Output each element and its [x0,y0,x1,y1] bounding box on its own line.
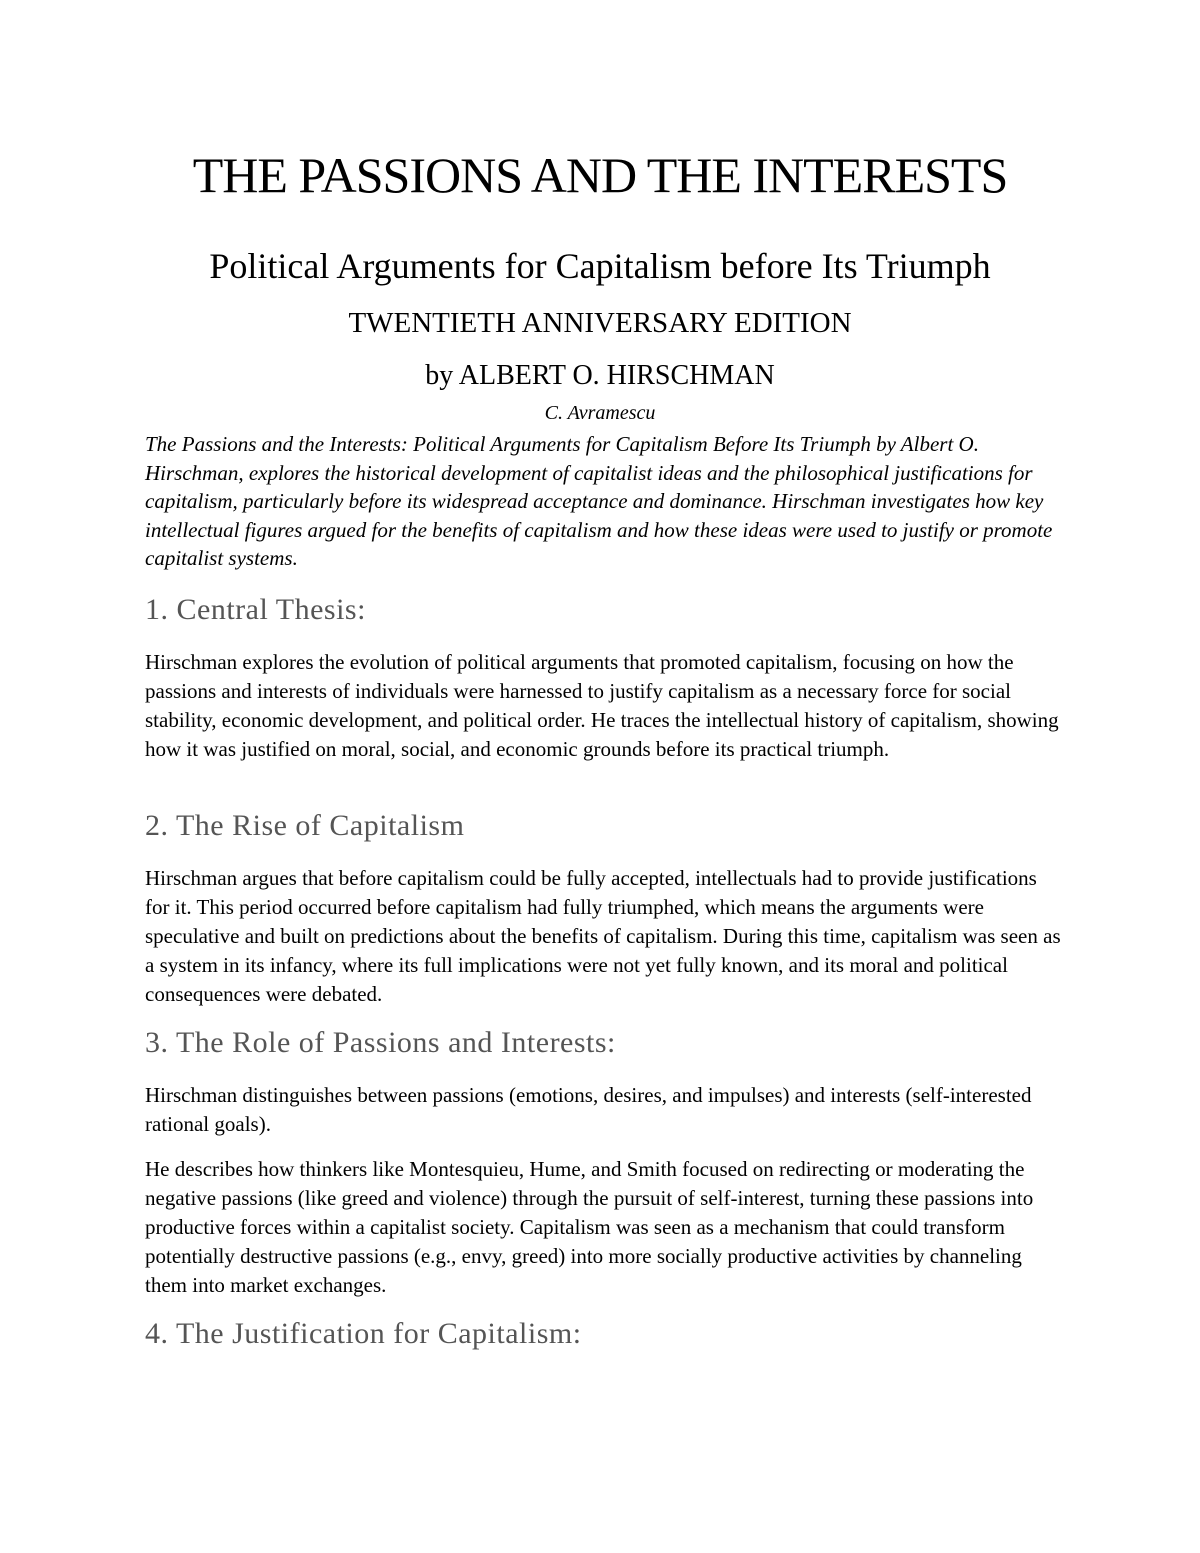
section-heading-central-thesis: 1. Central Thesis: [145,593,366,626]
section-heading-passions-and-interests: 3. The Role of Passions and Interests: [145,1026,616,1059]
document-subtitle: Political Arguments for Capitalism before Its Triumph [209,246,991,286]
section-heading-rise-of-capitalism: 2. The Rise of Capitalism [145,809,465,842]
document-title: THE PASSIONS AND THE INTERESTS [192,147,1008,203]
section-paragraph: Hirschman argues that before capitalism could be fully accepted, intellectuals had to provide justifications for it. This period occurred before capitalism had fully triumphed, which means the arguments were speculative and built on predictions about the benefits of capitalism. During this time, capitalism was seen as a system in its infancy, where its full implications were not yet fully known, and its moral and political consequences were debated. [145,866,1061,1006]
edition-label: TWENTIETH ANNIVERSARY EDITION [348,307,852,339]
section-paragraph: Hirschman explores the evolution of political arguments that promoted capitalism, focusing on how the passions and interests of individuals were harnessed to justify capitalism as a necessary force for social stability, economic development, and political order. He traces the intellectual history of capitalism, showing how it was justified on moral, social, and economic grounds before its practical triumph. [145,650,1059,761]
summary-paragraph: The Passions and the Interests: Political Arguments for Capitalism Before Its Triumph by Albert O. Hirschman, explores the historical development of capitalist ideas and the philosophical justifications for capitalism, particularly before its widespread acceptance and dominance. Hirschman investigates how key intellectual figures argued for the benefits of capitalism and how these ideas were used to justify or promote capitalist systems. [145,432,1053,570]
section-paragraph: Hirschman distinguishes between passions (emotions, desires, and impulses) and interests (self-interested rational goals). [145,1083,1032,1136]
attribution-line: C. Avramescu [544,402,656,424]
section-heading-justification-for-capitalism: 4. The Justification for Capitalism: [145,1317,582,1350]
section-paragraph: He describes how thinkers like Montesquieu, Hume, and Smith focused on redirecting or moderating the negative passions (like greed and violence) through the pursuit of self-interest, turning these passions into productive forces within a capitalist society. Capitalism was seen as a mechanism that could transform potentially destructive passions (e.g., envy, greed) into more socially productive activities by channeling them into market exchanges. [145,1157,1034,1297]
author-line: by ALBERT O. HIRSCHMAN [425,360,775,391]
